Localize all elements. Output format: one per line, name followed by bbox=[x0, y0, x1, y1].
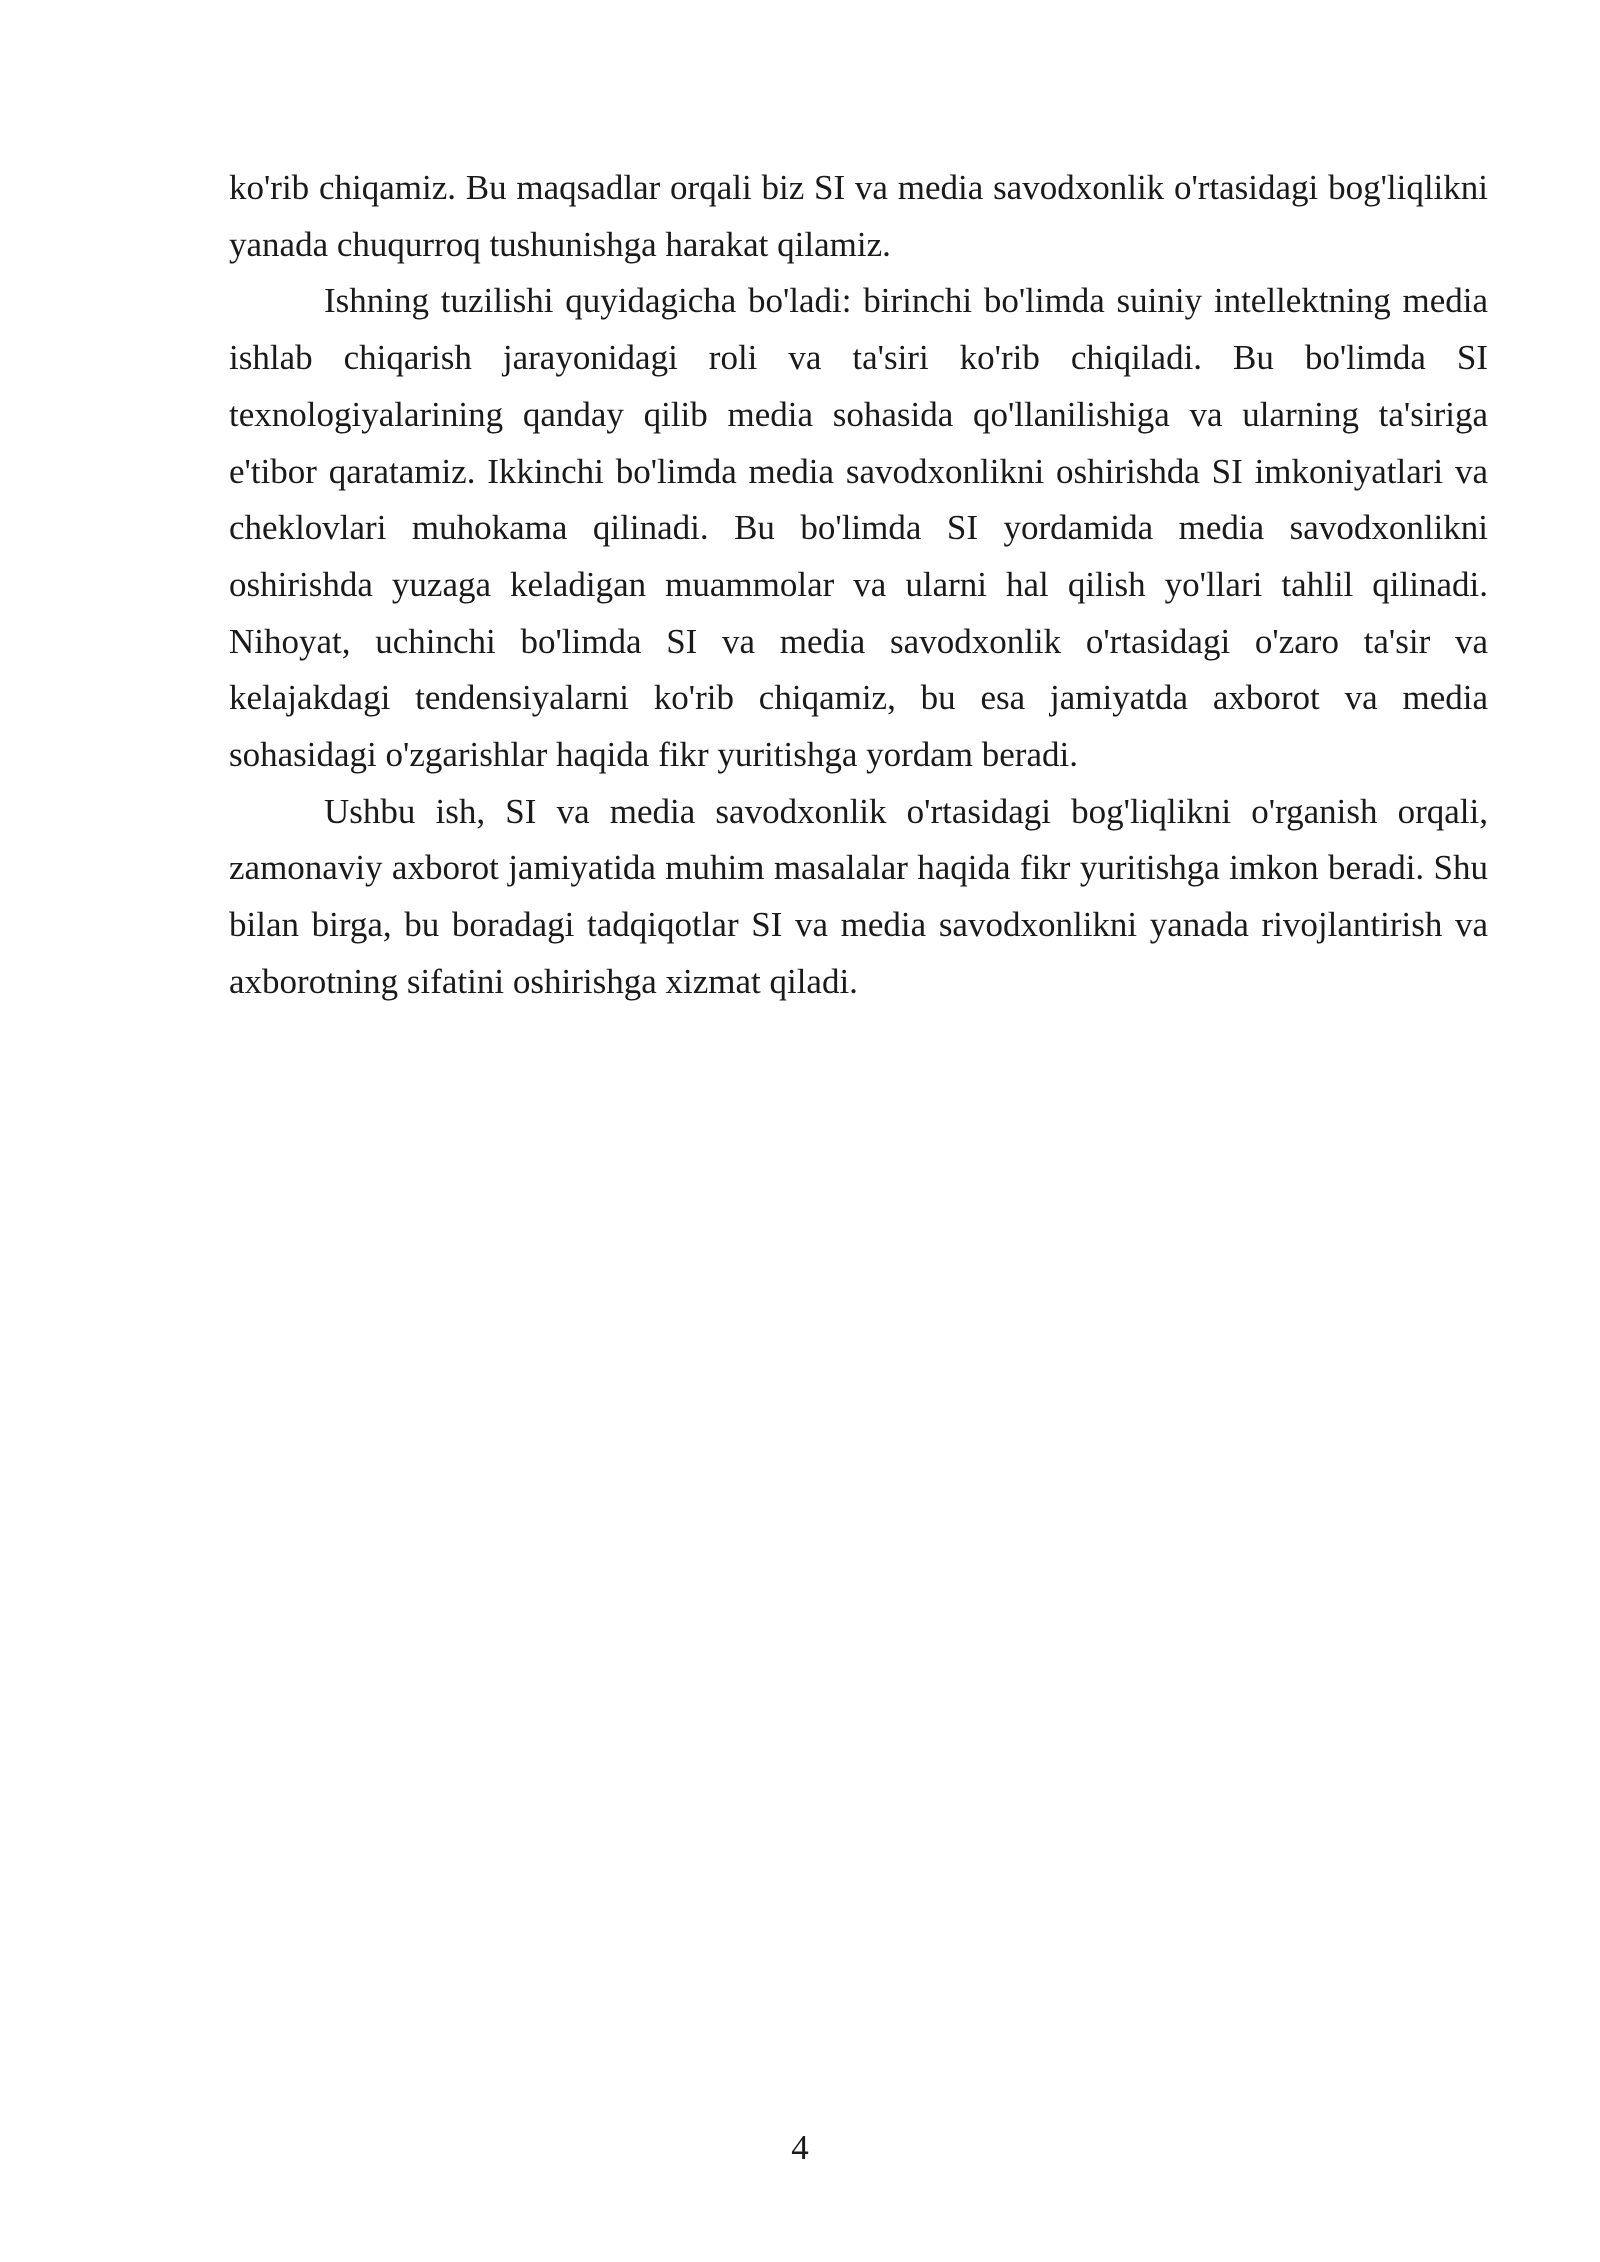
paragraph-continuation: ko'rib chiqamiz. Bu maqsadlar orqali biz SI va media savodxonlik o'rtasidagi bog'liqlikni yanada chuqurroq tushunishga harakat qilamiz. bbox=[229, 168, 1488, 264]
paragraph-structure: Ishning tuzilishi quyidagicha bo'ladi: birinchi bo'limda suiniy intellektning media ishlab chiqarish jarayonidagi roli va ta'siri ko'rib chiqiladi. Bu bo'limda SI texnologiyalarining qanday qilib media sohasida qo'llanilishiga va ularning ta'siriga e'tibor qaratamiz. Ikkinchi bo'limda media savodxonlikni oshirishda SI imkoniyatlari va cheklovlari muhokama qilinadi. Bu bo'limda SI yordamida media savodxonlikni oshirishda yuzaga keladigan muammolar va ularni hal qilish yo'llari tahlil qilinadi. Nihoyat, uchinchi bo'limda SI va media savodxonlik o'rtasidagi o'zaro ta'sir va kelajakdagi tendensiyalarni ko'rib chiqamiz, bu esa jamiyatda axborot va media sohasidagi o'zgarishlar haqida fikr yuritishga yordam beradi. bbox=[229, 281, 1488, 775]
paragraph-conclusion: Ushbu ish, SI va media savodxonlik o'rtasidagi bog'liqlikni o'rganish orqali, zamonaviy axborot jamiyatida muhim masalalar haqida fikr yuritishga imkon beradi. Shu bilan birga, bu boradagi tadqiqotlar SI va media savodxonlikni yanada rivojlantirish va axborotning sifatini oshirishga xizmat qiladi. bbox=[229, 791, 1488, 1001]
page-number: 4 bbox=[791, 2128, 809, 2167]
body-text bbox=[229, 160, 1488, 1011]
